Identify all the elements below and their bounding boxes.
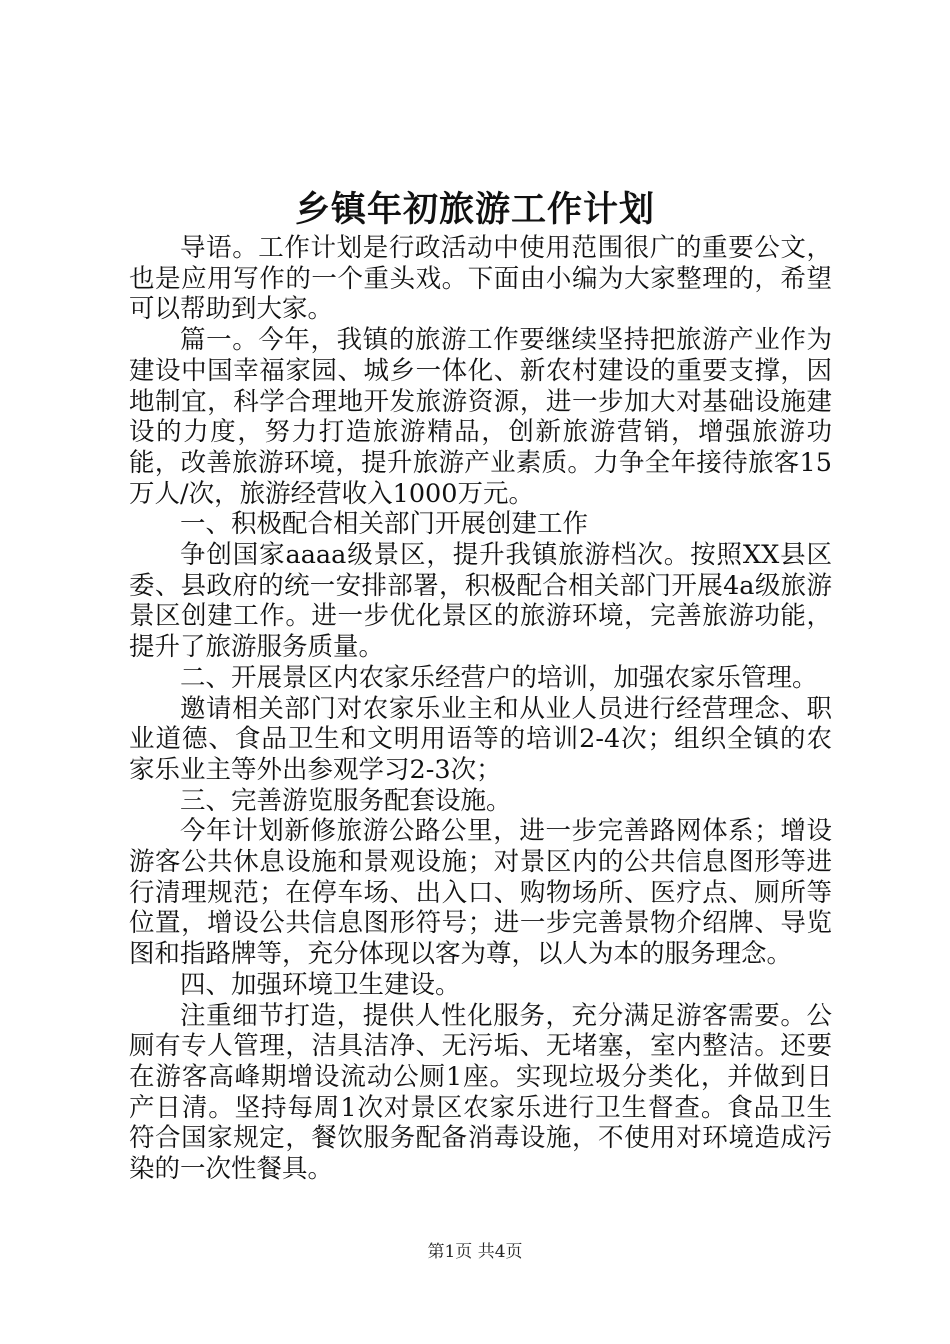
document-body <box>129 233 832 1185</box>
section-heading-2: 二、开展景区内农家乐经营户的培训，加强农家乐管理。 <box>180 662 818 693</box>
page-number-footer: 第1页 共4页 <box>427 1242 523 1262</box>
section-heading-3: 三、完善游览服务配套设施。 <box>180 785 512 816</box>
document-title: 乡镇年初旅游工作计划 <box>294 189 655 230</box>
paragraph-section-2: 邀请相关部门对农家乐业主和从业人员进行经营理念、职业道德、食品卫生和文明用语等的培训2-4次；组织全镇的农家乐业主等外出参观学习2-3次； <box>129 693 832 785</box>
paragraph-section-3: 今年计划新修旅游公路公里，进一步完善路网体系；增设游客公共休息设施和景观设施；对景区内的公共信息图形等进行清理规范；在停车场、出入口、购物场所、医疗点、厕所等位置，增设公共信息图形符号；进一步完善景物介绍牌、导览图和指路牌等，充分体现以客为尊，以人为本的服务理念。 <box>129 816 832 970</box>
paragraph-intro: 导语。工作计划是行政活动中使用范围很广的重要公文，也是应用写作的一个重头戏。下面由小编为大家整理的，希望可以帮助到大家。 <box>129 233 832 325</box>
paragraph-part-one: 篇一。今年，我镇的旅游工作要继续坚持把旅游产业作为建设中国幸福家园、城乡一体化、新农村建设的重要支撑，因地制宜，科学合理地开发旅游资源，进一步加大对基础设施建设的力度，努力打造旅游精品，创新旅游营销，增强旅游功能，改善旅游环境，提升旅游产业素质。力争全年接待旅客15万人/次，旅游经营收入1000万元。 <box>129 325 832 509</box>
section-heading-1: 一、积极配合相关部门开展创建工作 <box>180 509 589 540</box>
section-heading-4: 四、加强环境卫生建设。 <box>180 969 461 1000</box>
paragraph-section-4: 注重细节打造，提供人性化服务，充分满足游客需要。公厕有专人管理，洁具洁净、无污垢、无堵塞，室内整洁。还要在游客高峰期增设流动公厕1座。实现垃圾分类化，并做到日产日清。坚持每周1次对景区农家乐进行卫生督查。食品卫生符合国家规定，餐饮服务配备消毒设施，不使用对环境造成污染的一次性餐具。 <box>129 1000 832 1185</box>
paragraph-section-1: 争创国家aaaa级景区，提升我镇旅游档次。按照XX县区委、县政府的统一安排部署，积极配合相关部门开展4a级旅游景区创建工作。进一步优化景区的旅游环境，完善旅游功能，提升了旅游服务质量。 <box>129 540 832 663</box>
